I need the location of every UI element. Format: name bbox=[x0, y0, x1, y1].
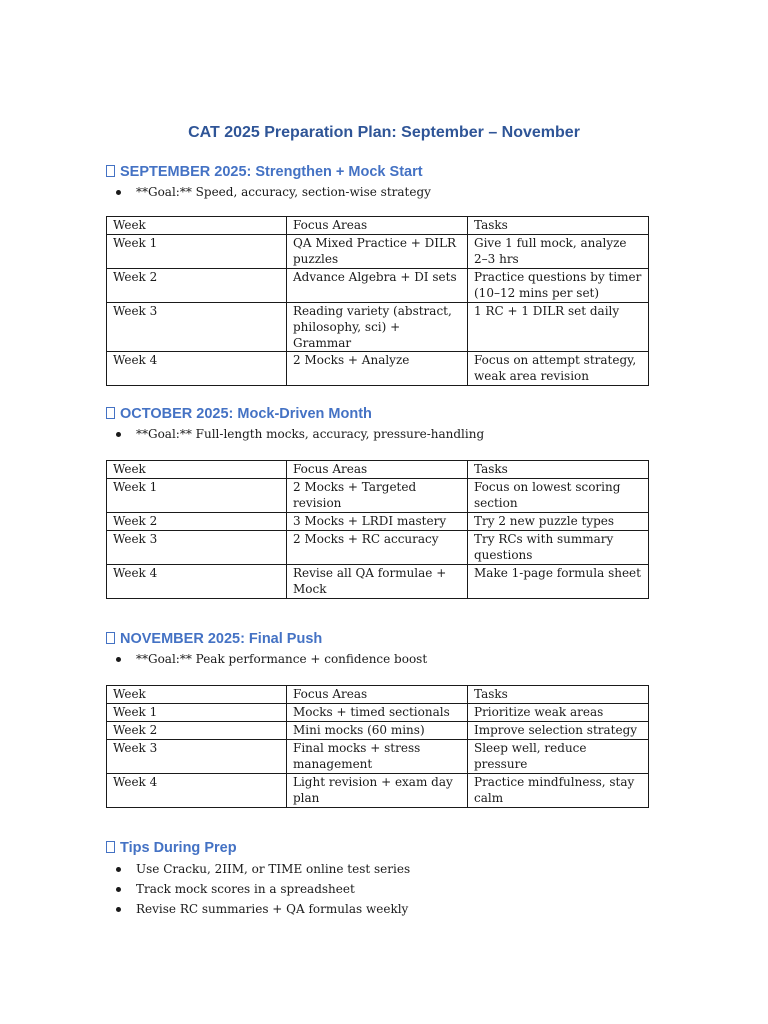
table-row bbox=[107, 722, 649, 740]
column-header-focus: Focus Areas bbox=[287, 217, 468, 235]
missing-glyph-icon bbox=[106, 165, 115, 177]
missing-glyph-icon bbox=[106, 841, 115, 853]
section-tips bbox=[106, 838, 651, 919]
table-row bbox=[107, 513, 649, 531]
section-heading-october bbox=[106, 404, 651, 424]
list-item: Revise RC summaries + QA formulas weekly bbox=[106, 899, 651, 919]
document-title: CAT 2025 Preparation Plan: September – November bbox=[188, 124, 580, 141]
column-header-week: Week bbox=[107, 217, 287, 235]
plan-table-october bbox=[106, 460, 649, 599]
cell-focus: Mocks + timed sectionals bbox=[287, 704, 468, 722]
cell-week: Week 4 bbox=[107, 352, 287, 386]
missing-glyph-icon bbox=[106, 632, 115, 644]
cell-focus: 3 Mocks + LRDI mastery bbox=[287, 513, 468, 531]
cell-week: Week 2 bbox=[107, 269, 287, 303]
section-heading-november bbox=[106, 629, 651, 649]
cell-week: Week 1 bbox=[107, 479, 287, 513]
plan-table-september bbox=[106, 216, 649, 386]
heading-text: Tips During Prep bbox=[120, 840, 237, 856]
cell-tasks: Focus on attempt strategy, weak area revision bbox=[468, 352, 649, 386]
cell-focus: Reading variety (abstract, philosophy, sci) + Grammar bbox=[287, 303, 468, 352]
cell-week: Week 3 bbox=[107, 531, 287, 565]
table-row bbox=[107, 303, 649, 352]
cell-tasks: Make 1-page formula sheet bbox=[468, 565, 649, 599]
goal-list bbox=[106, 424, 651, 444]
table-row bbox=[107, 269, 649, 303]
section-heading-tips bbox=[106, 838, 651, 858]
column-header-week: Week bbox=[107, 686, 287, 704]
table-row bbox=[107, 352, 649, 386]
cell-tasks: Improve selection strategy bbox=[468, 722, 649, 740]
goal-list bbox=[106, 182, 651, 202]
cell-week: Week 4 bbox=[107, 565, 287, 599]
heading-text: SEPTEMBER 2025: Strengthen + Mock Start bbox=[120, 164, 423, 180]
cell-focus: Revise all QA formulae + Mock bbox=[287, 565, 468, 599]
table-header-row bbox=[107, 686, 649, 704]
list-item: Track mock scores in a spreadsheet bbox=[106, 879, 651, 899]
column-header-focus: Focus Areas bbox=[287, 686, 468, 704]
cell-focus: Mini mocks (60 mins) bbox=[287, 722, 468, 740]
table-row bbox=[107, 704, 649, 722]
table-row bbox=[107, 774, 649, 808]
cell-tasks: Practice questions by timer (10–12 mins per set) bbox=[468, 269, 649, 303]
goal-list bbox=[106, 649, 651, 669]
cell-focus: Light revision + exam day plan bbox=[287, 774, 468, 808]
table-row bbox=[107, 531, 649, 565]
cell-week: Week 2 bbox=[107, 722, 287, 740]
cell-focus: QA Mixed Practice + DILR puzzles bbox=[287, 235, 468, 269]
cell-tasks: Sleep well, reduce pressure bbox=[468, 740, 649, 774]
cell-focus: 2 Mocks + RC accuracy bbox=[287, 531, 468, 565]
cell-focus: 2 Mocks + Targeted revision bbox=[287, 479, 468, 513]
cell-focus: Advance Algebra + DI sets bbox=[287, 269, 468, 303]
cell-tasks: Prioritize weak areas bbox=[468, 704, 649, 722]
cell-week: Week 2 bbox=[107, 513, 287, 531]
goal-bullet: **Goal:** Speed, accuracy, section-wise strategy bbox=[106, 182, 651, 202]
heading-text: OCTOBER 2025: Mock-Driven Month bbox=[120, 406, 372, 422]
cell-tasks: Practice mindfulness, stay calm bbox=[468, 774, 649, 808]
cell-week: Week 1 bbox=[107, 235, 287, 269]
cell-tasks: Try 2 new puzzle types bbox=[468, 513, 649, 531]
table-header-row bbox=[107, 461, 649, 479]
tips-list bbox=[106, 859, 651, 919]
cell-week: Week 3 bbox=[107, 303, 287, 352]
cell-tasks: 1 RC + 1 DILR set daily bbox=[468, 303, 649, 352]
plan-table-november bbox=[106, 685, 649, 808]
list-item: Use Cracku, 2IIM, or TIME online test series bbox=[106, 859, 651, 879]
section-october bbox=[106, 404, 651, 599]
section-heading-september bbox=[106, 162, 651, 182]
column-header-tasks: Tasks bbox=[468, 217, 649, 235]
section-september bbox=[106, 162, 651, 386]
table-row bbox=[107, 565, 649, 599]
cell-tasks: Try RCs with summary questions bbox=[468, 531, 649, 565]
table-header-row bbox=[107, 217, 649, 235]
column-header-tasks: Tasks bbox=[468, 686, 649, 704]
goal-bullet: **Goal:** Peak performance + confidence boost bbox=[106, 649, 651, 669]
column-header-focus: Focus Areas bbox=[287, 461, 468, 479]
missing-glyph-icon bbox=[106, 407, 115, 419]
column-header-week: Week bbox=[107, 461, 287, 479]
cell-week: Week 3 bbox=[107, 740, 287, 774]
cell-week: Week 1 bbox=[107, 704, 287, 722]
cell-focus: Final mocks + stress management bbox=[287, 740, 468, 774]
cell-focus: 2 Mocks + Analyze bbox=[287, 352, 468, 386]
table-row bbox=[107, 479, 649, 513]
cell-tasks: Give 1 full mock, analyze 2–3 hrs bbox=[468, 235, 649, 269]
table-row bbox=[107, 235, 649, 269]
column-header-tasks: Tasks bbox=[468, 461, 649, 479]
section-november bbox=[106, 629, 651, 808]
heading-text: NOVEMBER 2025: Final Push bbox=[120, 631, 323, 647]
cell-week: Week 4 bbox=[107, 774, 287, 808]
table-row bbox=[107, 740, 649, 774]
goal-bullet: **Goal:** Full-length mocks, accuracy, pressure-handling bbox=[106, 424, 651, 444]
cell-tasks: Focus on lowest scoring section bbox=[468, 479, 649, 513]
